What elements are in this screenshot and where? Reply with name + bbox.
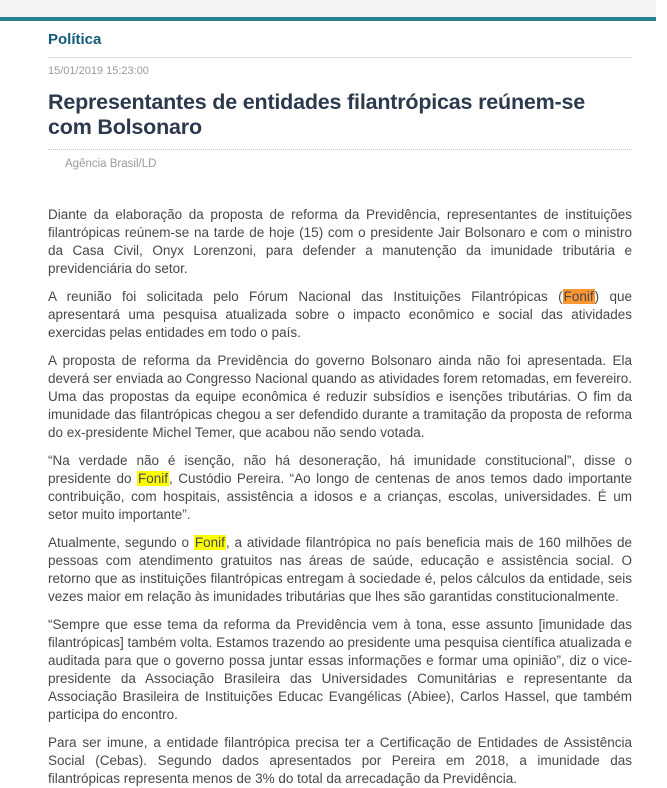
search-highlight-active: Fonif <box>563 289 594 304</box>
article-paragraph: Diante da elaboração da proposta de reforma da Previdência, representantes de instituições filantrópicas reúnem-se na tarde de hoje (15) com o presidente Jair Bolsonaro e com o ministro da Casa Civil, Onyx Lorenzoni, para defender a manutenção da imunidade tributária e previdenciária do setor. <box>48 207 632 276</box>
article-byline: Agência Brasil/LD <box>65 158 157 170</box>
article-title: Representantes de entidades filantrópicas reúnem-se com Bolsonaro <box>48 90 586 139</box>
header-divider <box>48 57 632 58</box>
search-highlight-match: Fonif <box>137 471 168 486</box>
article-body <box>48 206 632 788</box>
article-paragraph: A proposta de reforma da Previdência do governo Bolsonaro ainda não foi apresentada. Ela deverá ser enviada ao Congresso Nacional quando as atividades forem retomadas, em fevereiro. Uma das propostas da equipe econômica é reduzir subsídios e isenções tributárias. O fim da imunidade das filantrópicas chegou a ser defendido durante a tramitação da proposta de reforma do ex-presidente Michel Temer, que acabou não sendo votada. <box>48 353 632 440</box>
article-datetime: 15/01/2019 15:23:00 <box>48 65 149 77</box>
article-paragraph: A reunião foi solicitada pelo Fórum Nacional das Instituições Filantrópicas (Fonif) que apresentará uma pesquisa atualizada sobre o impacto econômico e social das atividades exercidas pelas entidades em todo o país. <box>48 289 632 340</box>
search-highlight-match: Fonif <box>194 535 225 550</box>
article-paragraph: Atualmente, segundo o Fonif, a atividade filantrópica no país beneficia mais de 160 milhões de pessoas com atendimento gratuitos nas áreas de saúde, educação e assistência social. O retorno que as instituições filantrópicas entregam à sociedade é, pelos cálculos da entidade, seis vezes maior em relação às imunidades tributárias que lhes são garantidas constitucionalmente. <box>48 535 632 604</box>
page-top-band <box>0 0 656 17</box>
article-paragraph: Para ser imune, a entidade filantrópica precisa ter a Certificação de Entidades de Assistência Social (Cebas). Segundo dados apresentados por Pereira em 2018, a imunidade das filantrópicas representa menos de 3% do total da arrecadação da Previdência. <box>48 735 632 786</box>
article-container <box>48 21 632 788</box>
article-paragraph: “Na verdade não é isenção, não há desoneração, há imunidade constitucional”, disse o presidente do Fonif, Custódio Pereira. “Ao longo de centenas de anos temos dado importante contribuição, com hospitais, assistência a idosos e a crianças, escolas, universidades. É um setor muito importante”. <box>48 453 632 522</box>
article-paragraph: “Sempre que esse tema da reforma da Previdência vem à tona, esse assunto [imunidade das filantrópicas] também volta. Estamos trazendo ao presidente uma pesquisa científica atualizada e auditada para que o governo possa juntar essas informações e formar uma opinião”, diz o vice-presidente da Associação Brasileira das Universidades Comunitárias e representante da Associação Brasileira de Instituições Educac Evangélicas (Abiee), Carlos Hassel, que também participa do encontro. <box>48 617 632 722</box>
title-dotted-divider <box>48 149 632 150</box>
section-link-politica[interactable]: Política <box>48 31 102 48</box>
